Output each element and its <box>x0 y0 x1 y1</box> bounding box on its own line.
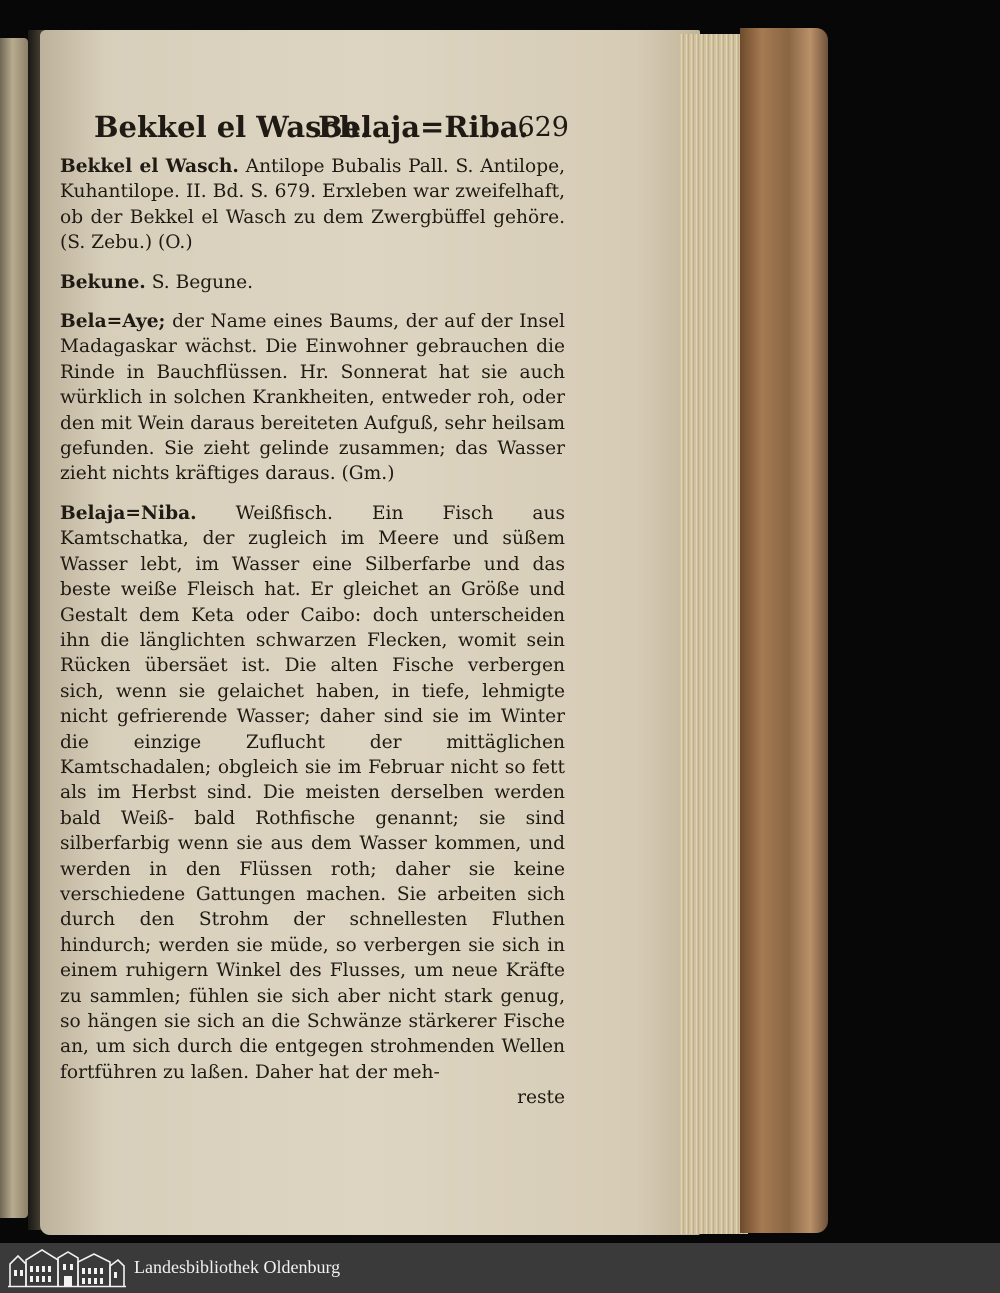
library-building-icon <box>8 1248 126 1288</box>
catchword: reste <box>517 1087 565 1109</box>
entry-text: Antilope Bubalis Pall. S. Antilope, Kuhantilope. II. Bd. S. 679. Erxleben war zweifelhaft, ob der Bekkel el Wasch zu dem Zwergbüffel gehöre. (S. Zebu.) (O.) <box>60 156 566 254</box>
book-cover-edge <box>740 28 828 1233</box>
footer-bar <box>0 1243 1000 1293</box>
page-number: 629 <box>517 112 569 143</box>
entry-text: S. Begune. <box>151 271 254 293</box>
entry-text: der Name eines Baums, der auf der Insel Madagaskar wächst. Die Einwohner gebrauchen die Rinde in Bauchflüssen. Hr. Sonnerat hat sie auch würklich in solchen Krankheiten, entweder roh, oder den mit Wein daraus bereiteten Aufguß, sehr heilsam gefunden. Sie zieht gelinde zusammen; das Wasser zieht nichts kräftiges daraus. (Gm.) <box>60 311 566 485</box>
dictionary-entry <box>60 154 565 256</box>
running-head <box>60 110 569 154</box>
entry-lemma: Bekune. <box>60 271 146 293</box>
page-stack-edge <box>680 34 748 1234</box>
entry-lemma: Belaja=Niba. <box>60 502 197 524</box>
entry-lemma: Bekkel el Wasch. <box>60 156 239 177</box>
running-head-right: Belaja=Riba. <box>318 110 529 144</box>
dictionary-entry <box>60 270 565 295</box>
running-head-left: Bekkel el Wasch. <box>94 110 371 144</box>
facing-page-edge <box>0 38 28 1218</box>
library-name: Landesbibliothek Oldenburg <box>134 1257 341 1277</box>
entry-text: Weißfisch. Ein Fisch aus Kamtschatka, der zugleich im Meere und süßem Wasser lebt, im Wasser eine Silberfarbe und das beste weiße Fleisch hat. Er gleichet an Größe und Gestalt dem Keta oder Caibo: doch unterscheiden ihn die länglichten schwarzen Flecken, womit sein Rücken übersäet ist. Die alten Fische verbergen sich, wenn sie gelaichet haben, in tiefe, lehmigte nicht gefrierende Wasser; daher sind sie im Winter die einzige Zuflucht der mittäglichen Kamtschadalen; obgleich sie im Februar nicht so fett als im Herbst sind. Die meisten derselben werden bald Weiß- bald Rothfische genannt; sie sind silberfarbig wenn sie aus dem Wasser kommen, und werden in den Flüssen roth; daher sie keine verschiedene Gattungen machen. Sie arbeiten sich durch den Strohm der schnellesten Fluthen hindurch; werden sie müde, so verbergen sie sich in einem ruhigern Winkel des Flusses, um neue Kräfte zu sammlen; fühlen sie sich aber nicht stark genug, so hängen sie sich an die Schwänze stärkerer Fische an, um sich durch die entgegen strohmenden Wellen fortführen zu laßen. Daher hat der meh- <box>60 502 565 1083</box>
dictionary-entry <box>60 309 565 487</box>
dictionary-entry <box>60 501 565 1085</box>
entry-lemma: Bela=Aye; <box>60 311 166 333</box>
page-text-block <box>60 110 569 1111</box>
